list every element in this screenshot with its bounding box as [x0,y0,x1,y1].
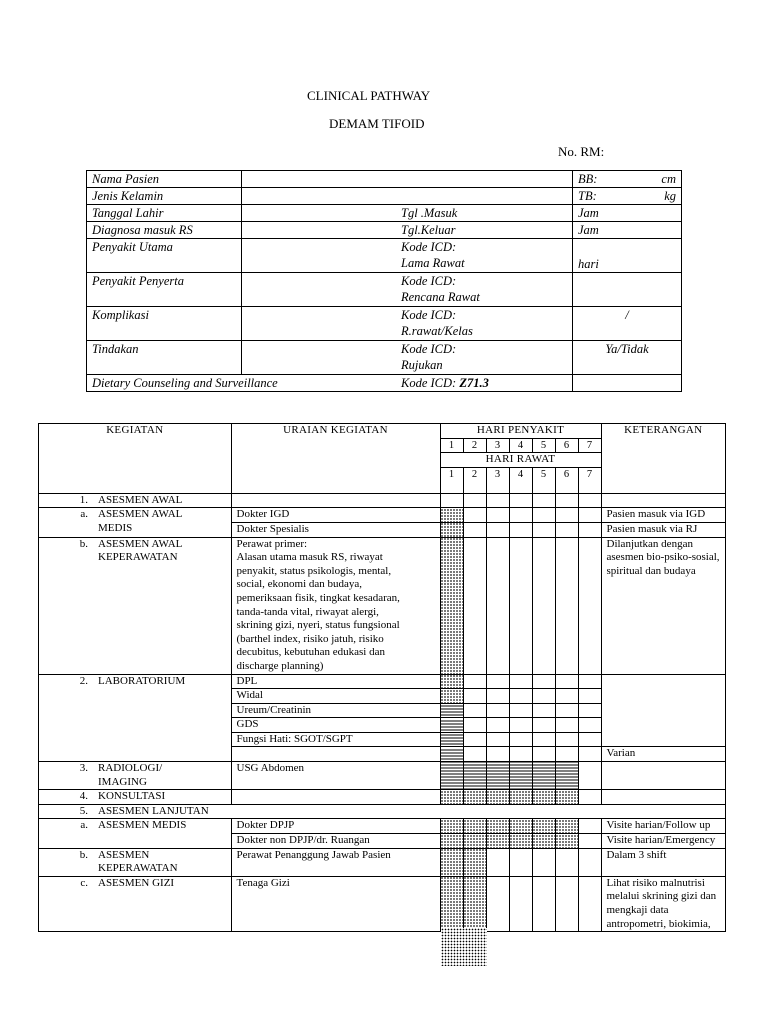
row-number: 1. [39,493,94,508]
day-cell[interactable] [486,508,509,523]
rujukan-value[interactable]: Ya/Tidak [573,341,682,375]
penyakit-penyerta-value[interactable] [242,273,397,307]
keterangan-cell: Visite harian/Follow up [601,819,726,834]
row-label: ASESMEN AWAL KEPERAWATAN [93,537,231,674]
shading-overflow [441,928,487,966]
day-number: 2 [463,438,486,453]
day-number: 7 [578,467,601,493]
day-cell[interactable] [463,537,486,674]
row-number: 3. [39,762,94,790]
row-label: ASESMEN AWAL [93,493,231,508]
day-cell-filled[interactable] [509,790,532,805]
day-cell[interactable] [463,674,486,689]
table-row [39,804,726,819]
day-cell[interactable] [486,703,509,718]
bb-cell[interactable]: BB: cm [573,171,682,188]
keterangan-cell [601,762,726,790]
kode-icd-4: Kode ICD: Rujukan [396,341,573,375]
row-number: b. [39,537,94,674]
uraian-cell: GDS [231,718,440,733]
day-cell[interactable] [578,848,601,876]
day-cell[interactable] [532,848,555,876]
keterangan-cell: Pasien masuk via IGD [601,508,726,523]
tgl-masuk-label: Tgl .Masuk [396,205,573,222]
table-row [39,762,726,790]
day-cell[interactable] [555,689,578,704]
day-cell[interactable] [555,876,578,931]
day-number: 5 [532,467,555,493]
day-cell-filled[interactable] [509,819,532,834]
day-cell[interactable] [463,732,486,747]
day-cell[interactable] [486,732,509,747]
table-row [39,848,726,876]
day-number: 4 [509,467,532,493]
day-cell[interactable] [486,689,509,704]
day-cell[interactable] [532,522,555,537]
day-cell-striped[interactable] [532,762,555,790]
day-cell[interactable] [555,747,578,762]
tgl-keluar-label: Tgl.Keluar [396,222,573,239]
nama-pasien-value[interactable] [242,171,573,188]
penyakit-utama-label: Penyakit Utama [87,239,242,273]
day-number: 4 [509,438,532,453]
day-cell-filled[interactable] [440,819,463,834]
keterangan-cell: Pasien masuk via RJ [601,522,726,537]
day-cell[interactable] [578,747,601,762]
day-cell-filled[interactable] [440,537,463,674]
day-cell[interactable] [578,819,601,834]
kode-icd-1: Kode ICD: Lama Rawat [396,239,573,273]
uraian-cell: Tenaga Gizi [231,876,440,931]
day-cell-filled[interactable] [463,834,486,849]
row-label: ASESMEN MEDIS [93,819,231,848]
day-cell-filled[interactable] [532,834,555,849]
day-cell-filled[interactable] [463,819,486,834]
day-number: 7 [578,438,601,453]
day-cell[interactable] [509,522,532,537]
day-cell[interactable] [463,703,486,718]
row-label: KONSULTASI [93,790,231,805]
day-cell[interactable] [486,718,509,733]
day-cell-filled[interactable] [463,848,486,876]
day-cell[interactable] [486,674,509,689]
ruang-rawat-value[interactable]: / [573,307,682,341]
day-cell-striped[interactable] [440,732,463,747]
uraian-cell: Dokter non DPJP/dr. Ruangan [231,834,440,849]
day-cell-filled[interactable] [486,819,509,834]
day-cell[interactable] [509,876,532,931]
kode-icd-2: Kode ICD: Rencana Rawat [396,273,573,307]
day-cell[interactable] [532,718,555,733]
day-cell[interactable] [578,537,601,674]
table-row [39,508,726,523]
day-cell[interactable] [463,747,486,762]
row-label: ASESMEN AWAL MEDIS [93,508,231,537]
day-cell[interactable] [509,537,532,674]
header-hari-penyakit: HARI PENYAKIT [440,424,601,439]
day-number: 6 [555,467,578,493]
day-cell[interactable] [532,732,555,747]
table-row [39,790,726,805]
day-number: 3 [486,467,509,493]
row-number: a. [39,508,94,537]
day-cell-filled[interactable] [532,819,555,834]
uraian-cell: DPL [231,674,440,689]
table-row [39,493,726,508]
day-cell-striped[interactable] [486,762,509,790]
komplikasi-value[interactable] [242,307,397,341]
day-cell-filled[interactable] [440,508,463,523]
day-cell-striped[interactable] [440,718,463,733]
day-cell[interactable] [486,848,509,876]
day-cell[interactable] [578,703,601,718]
header-uraian: URAIAN KEGIATAN [231,424,440,494]
jenis-kelamin-value[interactable] [242,188,573,205]
day-cell-filled[interactable] [463,876,486,931]
day-cell[interactable] [578,718,601,733]
day-number: 1 [440,467,463,493]
row-number: b. [39,848,94,876]
tanggal-lahir-value[interactable] [242,205,397,222]
row-label: ASESMEN LANJUTAN [93,804,231,819]
day-number: 6 [555,438,578,453]
day-number: 1 [440,438,463,453]
uraian-cell: Fungsi Hati: SGOT/SGPT [231,732,440,747]
table-row [39,819,726,834]
dietary-label: Dietary Counseling and Surveillance [87,375,397,392]
day-cell-filled[interactable] [555,819,578,834]
day-cell[interactable] [509,747,532,762]
uraian-cell: USG Abdomen [231,762,440,790]
uraian-cell: Widal [231,689,440,704]
day-cell[interactable] [532,747,555,762]
day-cell[interactable] [555,703,578,718]
day-cell-filled[interactable] [440,689,463,704]
tb-cell[interactable]: TB: kg [573,188,682,205]
day-cell-striped[interactable] [555,762,578,790]
document-subtitle: DEMAM TIFOID [329,116,425,131]
rencana-rawat-value[interactable] [573,273,682,307]
keterangan-cell: Visite harian/Emergency [601,834,726,849]
uraian-cell [231,747,440,762]
day-cell[interactable] [578,732,601,747]
day-cell-filled[interactable] [555,834,578,849]
day-cell[interactable] [578,522,601,537]
keterangan-cell: Varian [601,747,726,762]
uraian-cell [231,790,440,805]
day-cell-filled[interactable] [463,790,486,805]
day-cell[interactable] [509,508,532,523]
keterangan-cell: Dilanjutkan dengan asesmen bio-psiko-sosial, spiritual dan budaya [601,537,726,674]
uraian-cell: Dokter Spesialis [231,522,440,537]
tindakan-label: Tindakan [87,341,242,375]
keterangan-cell: Dalam 3 shift [601,848,726,876]
uraian-cell: Perawat Penanggung Jawab Pasien [231,848,440,876]
day-cell-filled[interactable] [440,522,463,537]
keterangan-cell [601,674,726,747]
day-cell-striped[interactable] [509,762,532,790]
keterangan-cell [601,790,726,805]
row-label: ASESMEN KEPERAWATAN [93,848,231,876]
jenis-kelamin-label: Jenis Kelamin [87,188,242,205]
tindakan-value[interactable] [242,341,397,375]
day-cell-striped[interactable] [440,747,463,762]
table-row [39,876,726,931]
day-cell[interactable] [463,689,486,704]
header-kegiatan: KEGIATAN [39,424,232,494]
day-cell[interactable] [509,689,532,704]
day-cell[interactable] [532,674,555,689]
penyakit-penyerta-label: Penyakit Penyerta [87,273,242,307]
day-cell[interactable] [578,508,601,523]
day-cell[interactable] [555,537,578,674]
uraian-cell: Perawat primer: Alasan utama masuk RS, riwayat penyakit, status psikologis, mental, social, ekonomi dan budaya, pemeriksaan fisik, tingkat kesadaran, tanda-tanda vital, riwayat alergi, skrining gizi, nyeri, status fungsional (barthel index, risiko jatuh, risiko decubitus, kebutuhan edukasi dan discharge planning) [231,537,440,674]
day-cell-filled[interactable] [532,790,555,805]
row-label: ASESMEN GIZI [93,876,231,931]
row-label: LABORATORIUM [93,674,231,762]
dietary-value[interactable] [573,375,682,392]
day-cell[interactable] [578,674,601,689]
day-cell[interactable] [509,718,532,733]
day-cell-filled[interactable] [555,790,578,805]
jam-keluar[interactable]: Jam [573,222,682,239]
diagnosa-value[interactable] [242,222,397,239]
day-cell[interactable] [555,848,578,876]
jam-masuk[interactable]: Jam [573,205,682,222]
pathway-table [38,423,726,932]
day-number: 5 [532,438,555,453]
day-cell-filled[interactable] [440,834,463,849]
day-cell[interactable] [555,732,578,747]
header-keterangan: KETERANGAN [601,424,726,494]
row-number: a. [39,819,94,848]
day-cell[interactable] [486,747,509,762]
komplikasi-label: Komplikasi [87,307,242,341]
day-cell[interactable] [532,876,555,931]
day-cell[interactable] [509,732,532,747]
day-cell[interactable] [578,762,601,790]
day-cell[interactable] [463,508,486,523]
day-cell-filled[interactable] [440,674,463,689]
lama-rawat-value[interactable]: hari [573,239,682,273]
day-cell[interactable] [578,834,601,849]
row-label: RADIOLOGI/ IMAGING [93,762,231,790]
day-cell-filled[interactable] [440,848,463,876]
day-cell-filled[interactable] [440,876,463,931]
day-cell[interactable] [555,508,578,523]
no-rm-label: No. RM: [558,144,605,159]
row-number: 5. [39,804,94,819]
day-cell[interactable] [532,689,555,704]
kode-icd-3: Kode ICD: R.rawat/Kelas [396,307,573,341]
patient-info-table [86,170,682,392]
day-cell[interactable] [555,674,578,689]
table-row [39,674,726,689]
day-number: 2 [463,467,486,493]
day-cell[interactable] [509,674,532,689]
day-cell[interactable] [532,508,555,523]
nama-pasien-label: Nama Pasien [87,171,242,188]
day-cell[interactable] [509,703,532,718]
day-cell[interactable] [463,718,486,733]
penyakit-utama-value[interactable] [242,239,397,273]
day-cell-striped[interactable] [440,762,463,790]
header-hari-rawat: HARI RAWAT [440,453,601,468]
day-cell[interactable] [578,689,601,704]
day-cell-filled[interactable] [440,790,463,805]
diagnosa-label: Diagnosa masuk RS [87,222,242,239]
day-cell[interactable] [578,790,601,805]
day-cell-filled[interactable] [486,834,509,849]
kode-icd-5: Kode ICD: Z71.3 [396,375,573,392]
day-cell[interactable] [532,703,555,718]
document-title: CLINICAL PATHWAY [307,88,431,103]
day-cell[interactable] [486,522,509,537]
row-number: 2. [39,674,94,762]
day-cell-filled[interactable] [486,790,509,805]
table-row [39,537,726,674]
day-cell-striped[interactable] [440,703,463,718]
day-cell-striped[interactable] [463,762,486,790]
day-cell[interactable] [555,522,578,537]
day-cell[interactable] [578,876,601,931]
day-cell[interactable] [555,718,578,733]
day-cell-filled[interactable] [509,834,532,849]
uraian-cell: Dokter IGD [231,508,440,523]
keterangan-cell: Lihat risiko malnutrisi melalui skrining gizi dan mengkaji data antropometri, biokimia, [601,876,726,931]
row-number: 4. [39,790,94,805]
day-cell[interactable] [509,848,532,876]
day-cell[interactable] [463,522,486,537]
uraian-cell: Ureum/Creatinin [231,703,440,718]
day-cell[interactable] [532,537,555,674]
uraian-cell: Dokter DPJP [231,819,440,834]
day-cell[interactable] [486,876,509,931]
row-number: c. [39,876,94,931]
day-cell[interactable] [486,537,509,674]
tanggal-lahir-label: Tanggal Lahir [87,205,242,222]
day-number: 3 [486,438,509,453]
